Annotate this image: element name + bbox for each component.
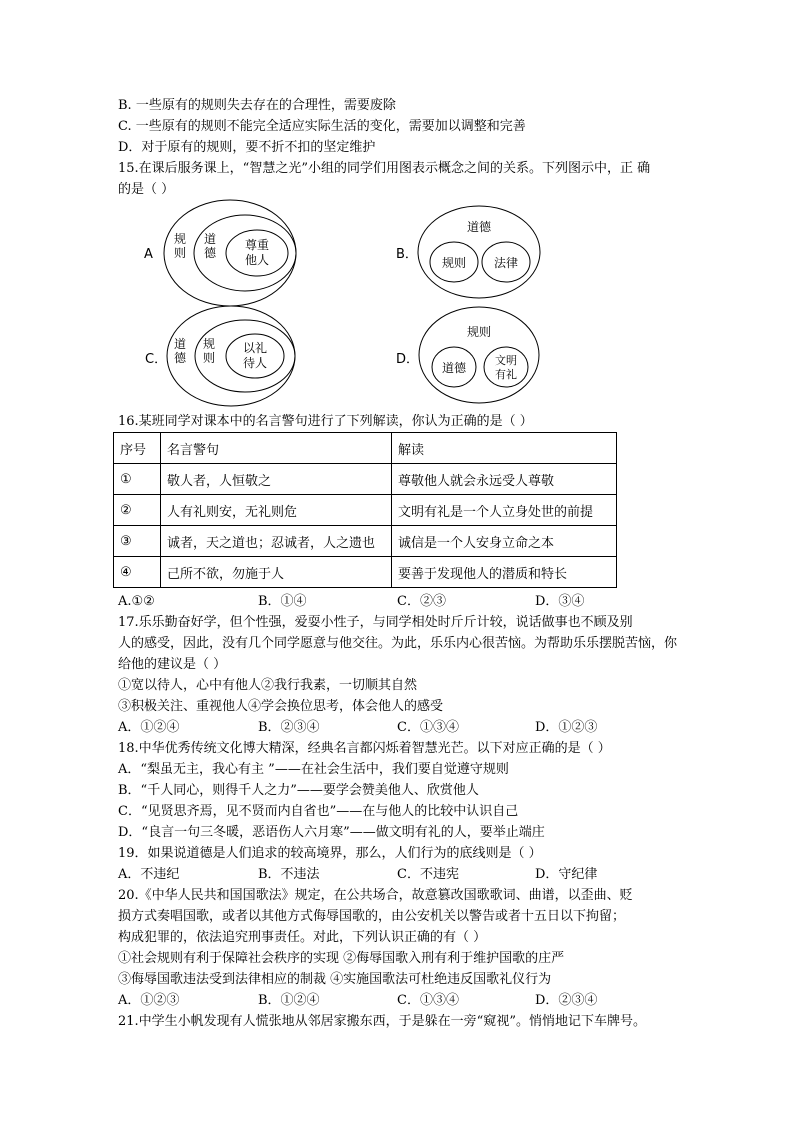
table-cell: 人有礼则安，无礼则危 <box>161 495 392 526</box>
q16-option-d: D．③④ <box>535 594 585 609</box>
q14-option-b: B. 一些原有的规则失去存在的合理性，需要废除 <box>118 98 396 113</box>
diagram-c-middle-label-2: 则 <box>203 351 216 365</box>
diagram-a-middle-label-1: 道 <box>204 232 217 246</box>
q17-option-c: C．①③④ <box>397 720 459 735</box>
diagram-a-inner-line1: 尊重 <box>245 238 270 252</box>
diagram-a-outer-label-2: 则 <box>174 246 187 260</box>
q18-stem: 18.中华优秀传统文化博大精深，经典名言都闪烁着智慧光芒。以下对应正确的是（ ） <box>118 741 611 756</box>
q15-stem-line1: 15.在课后服务课上，“智慧之光”小组的同学们用图表示概念之间的关系。下列图示中，正 确 <box>118 161 651 176</box>
q18-option-b: B．“千人同心，则得千人之力”——要学会赞美他人、欣赏他人 <box>118 783 479 798</box>
diagram-c-inner-line2: 待人 <box>243 356 268 370</box>
q17-option-d: D．①②③ <box>535 720 598 735</box>
q16-table <box>113 432 617 588</box>
q18-option-d: D．“良言一句三冬暖，恶语伤人六月寒”——做文明有礼的人，要举止端庄 <box>118 825 545 840</box>
q15-diagrams <box>0 195 794 435</box>
diagram-a-outer-label-1: 规 <box>174 232 187 246</box>
q19-stem: 19．如果说道德是人们追求的较高境界，那么，人们行为的底线则是（ ） <box>118 846 542 861</box>
diagram-b-outer-label: 道德 <box>467 220 492 234</box>
table-cell: 己所不欲，勿施于人 <box>161 557 392 588</box>
q18-option-c: C．“见贤思齐焉，见不贤而内自省也”——在与他人的比较中认识自己 <box>118 804 519 819</box>
diagram-c-middle-label-1: 规 <box>203 337 216 351</box>
table-header-cell: 解读 <box>392 433 617 464</box>
q17-option-a: A．①②④ <box>118 720 180 735</box>
diagram-d-right-line2: 有礼 <box>495 368 517 381</box>
table-cell: ① <box>114 464 161 495</box>
q20-option-a: A．①②③ <box>118 993 180 1008</box>
table-row <box>114 495 617 526</box>
q20-option-c: C．①③④ <box>397 993 459 1008</box>
diagram-b-right-label: 法律 <box>494 256 519 270</box>
q19-option-a: A．不违纪 <box>118 867 180 882</box>
diagram-d <box>396 307 539 403</box>
diagram-c <box>145 306 295 406</box>
table-cell: 尊敬他人就会永远受人尊敬 <box>392 464 617 495</box>
q19-option-c: C．不违宪 <box>397 867 459 882</box>
diagram-d-left-label: 道德 <box>442 361 467 375</box>
diagram-a-middle-label-2: 德 <box>204 246 217 260</box>
q16-stem: 16.某班同学对课本中的名言警句进行了下列解读，你认为正确的是（ ） <box>118 414 533 429</box>
table-cell: 敬人者，人恒敬之 <box>161 464 392 495</box>
diagram-c-label: C． <box>145 352 168 367</box>
table-header-row <box>114 433 617 464</box>
table-cell: 文明有礼是一个人立身处世的前提 <box>392 495 617 526</box>
table-header-cell: 序号 <box>114 433 161 464</box>
q17-option-b: B．②③④ <box>258 720 320 735</box>
diagram-c-inner-line1: 以礼 <box>243 341 268 355</box>
diagram-c-outer-label-2: 德 <box>174 351 187 365</box>
q18-option-a: A．“梨虽无主，我心有主 ”——在社会生活中，我们要自觉遵守规则 <box>118 762 509 777</box>
q14-option-d: D．对于原有的规则，要不折不扣的坚定维护 <box>118 140 376 155</box>
q21-stem-line1: 21.中学生小帆发现有人慌张地从邻居家搬东西，于是躲在一旁“窥视”。悄悄地记下车牌号。 <box>118 1014 646 1029</box>
q19-option-b: B．不违法 <box>258 867 320 882</box>
table-cell: ④ <box>114 557 161 588</box>
q20-stem-line1: 20.《中华人民共和国国歌法》规定，在公共场合，故意篡改国歌歌词、曲谱，以歪曲、贬 <box>118 888 633 903</box>
q20-choice-line2: ③侮辱国歌违法受到法律相应的制裁 ④实施国歌法可杜绝违反国歌礼仪行为 <box>118 972 552 987</box>
q20-stem-line2: 损方式奏唱国歌，或者以其他方式侮辱国歌的，由公安机关以警告或者十五日以下拘留； <box>118 909 626 924</box>
q17-stem-line3: 给他的建议是（ ） <box>118 657 227 672</box>
q16-option-b: B．①④ <box>258 594 307 609</box>
diagram-c-outer-label-1: 道 <box>174 337 187 351</box>
q20-stem-line3: 构成犯罪的，依法追究刑事责任。对此，下列认识正确的有（ ） <box>118 930 487 945</box>
table-row <box>114 464 617 495</box>
diagram-a <box>144 200 296 306</box>
table-cell: 诚信是一个人安身立命之本 <box>392 526 617 557</box>
diagram-d-label: D． <box>396 352 420 367</box>
q20-option-b: B．①②④ <box>258 993 320 1008</box>
table-cell: 要善于发现他人的潜质和特长 <box>392 557 617 588</box>
q16-option-a: A.①② <box>118 594 155 609</box>
q15-stem-line2: 的是（ ） <box>118 182 175 197</box>
q17-choice-line2: ③积极关注、重视他人④学会换位思考，体会他人的感受 <box>118 699 444 714</box>
diagram-d-outer-label: 规则 <box>467 325 492 339</box>
q20-choice-line1: ①社会规则有利于保障社会秩序的实现 ②侮辱国歌入刑有利于维护国歌的庄严 <box>118 951 565 966</box>
q17-choice-line1: ①宽以待人，心中有他人②我行我素，一切顺其自然 <box>118 678 418 693</box>
q17-stem-line1: 17.乐乐勤奋好学，但个性强，爱耍小性子，与同学相处时斤斤计较，说话做事也不顾及别 <box>118 615 633 630</box>
q16-option-c: C．②③ <box>397 594 446 609</box>
table-cell: ③ <box>114 526 161 557</box>
q19-option-d: D．守纪律 <box>535 867 598 882</box>
q20-option-d: D．②③④ <box>535 993 598 1008</box>
diagram-a-label: A <box>144 247 153 262</box>
table-cell: 诚者，天之道也；忍诚者，人之遗也 <box>161 526 392 557</box>
diagram-d-right-line1: 文明 <box>495 354 517 367</box>
table-row <box>114 526 617 557</box>
table-header-cell: 名言警句 <box>161 433 392 464</box>
table-cell: ② <box>114 495 161 526</box>
diagram-b <box>396 206 540 298</box>
q14-option-c: C. 一些原有的规则不能完全适应实际生活的变化，需要加以调整和完善 <box>118 119 526 134</box>
q17-stem-line2: 人的感受，因此，没有几个同学愿意与他交往。为此，乐乐内心很苦恼。为帮助乐乐摆脱苦恼，你 <box>118 636 678 651</box>
table-row <box>114 557 617 588</box>
diagram-a-inner-line2: 他人 <box>245 253 270 267</box>
diagram-b-left-label: 规则 <box>442 256 467 270</box>
diagram-b-label: B． <box>396 247 418 262</box>
